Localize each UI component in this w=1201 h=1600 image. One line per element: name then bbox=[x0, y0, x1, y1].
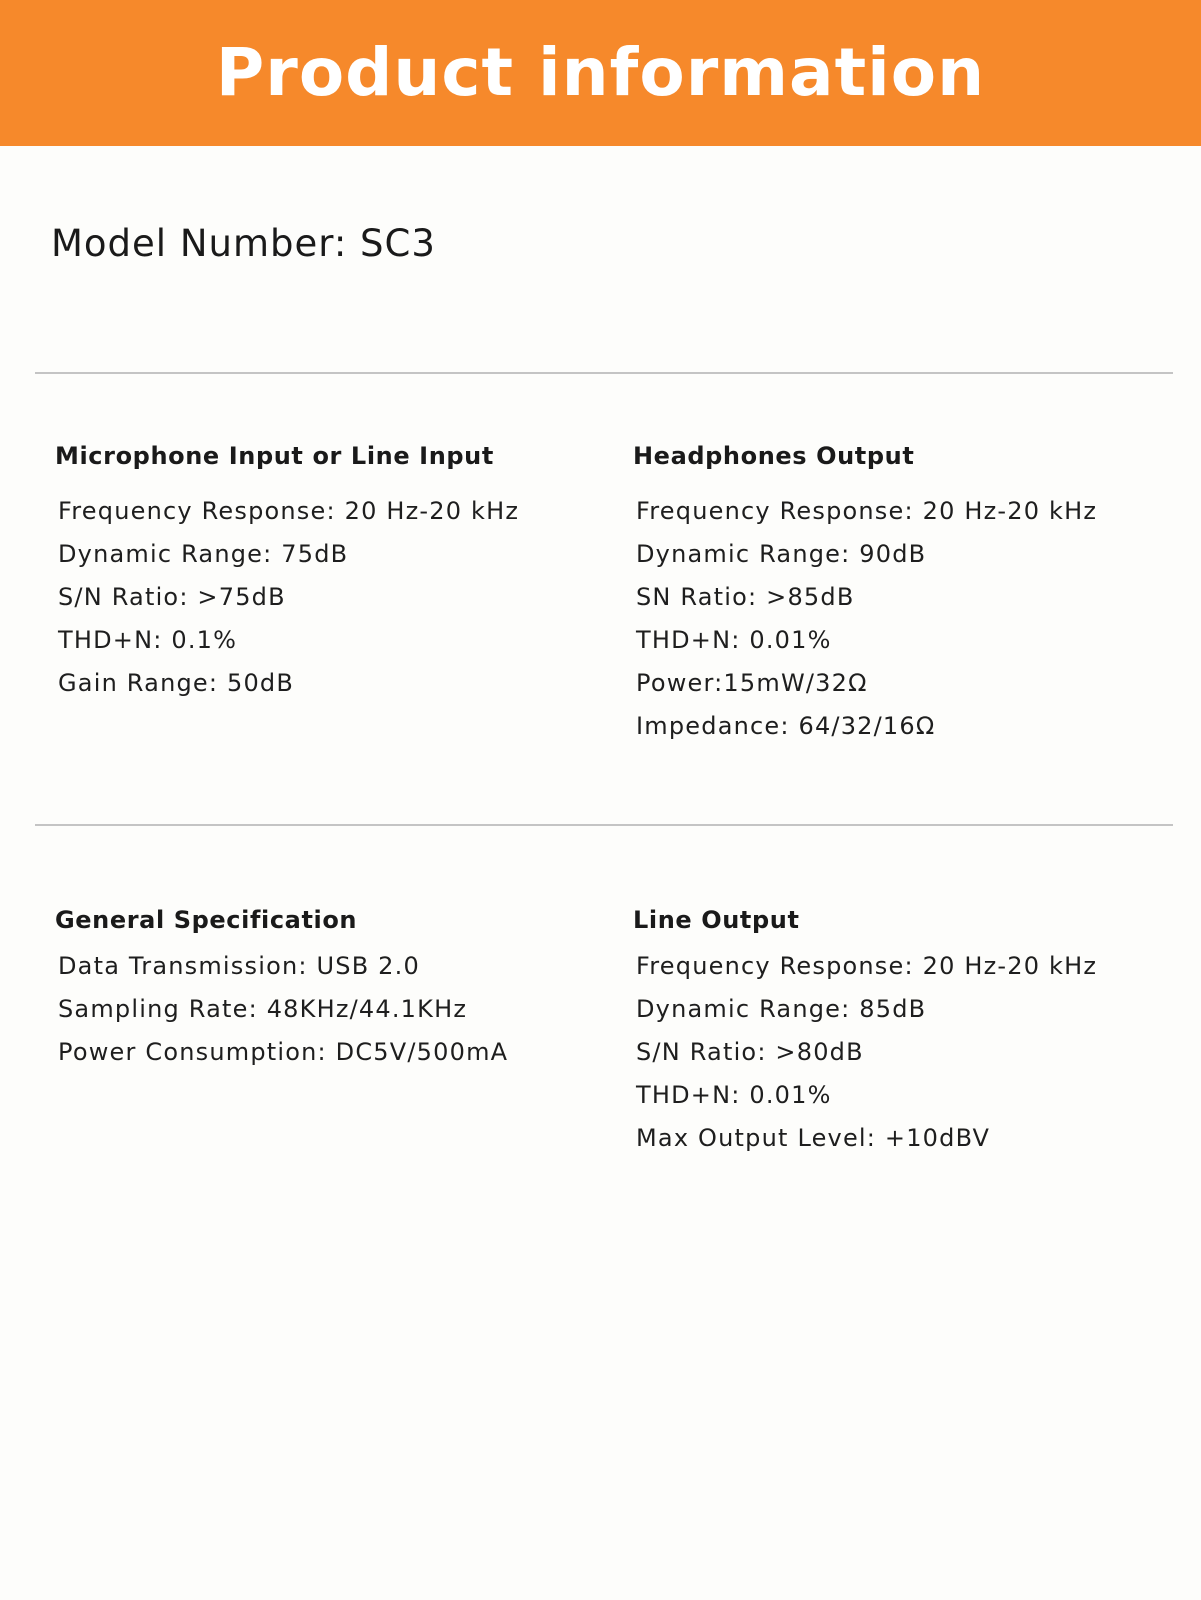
section-mic-input bbox=[55, 442, 595, 705]
spec-item: Frequency Response: 20 Hz-20 kHz bbox=[58, 497, 520, 525]
divider-top bbox=[35, 372, 1173, 374]
spec-item: Max Output Level: +10dBV bbox=[636, 1124, 991, 1152]
spec-item: Data Transmission: USB 2.0 bbox=[58, 952, 420, 980]
spec-item: Dynamic Range: 85dB bbox=[636, 995, 927, 1023]
divider-middle bbox=[35, 824, 1173, 826]
section-line-output bbox=[633, 906, 1173, 1160]
spec-item: Frequency Response: 20 Hz-20 kHz bbox=[636, 952, 1098, 980]
spec-item: S/N Ratio: >80dB bbox=[636, 1038, 864, 1066]
section-title: Microphone Input or Line Input bbox=[55, 442, 494, 470]
spec-item: Impedance: 64/32/16Ω bbox=[636, 712, 936, 740]
spec-item: Gain Range: 50dB bbox=[58, 669, 295, 697]
spec-item: THD+N: 0.01% bbox=[636, 626, 832, 654]
spec-item: SN Ratio: >85dB bbox=[636, 583, 855, 611]
spec-item: Power:15mW/32Ω bbox=[636, 669, 868, 697]
spec-item: Power Consumption: DC5V/500mA bbox=[58, 1038, 509, 1066]
spec-list bbox=[55, 945, 595, 1074]
header-banner bbox=[0, 0, 1201, 146]
section-headphones-output bbox=[633, 442, 1173, 748]
spec-item: Dynamic Range: 75dB bbox=[58, 540, 349, 568]
spec-item: Frequency Response: 20 Hz-20 kHz bbox=[636, 497, 1098, 525]
section-title: General Specification bbox=[55, 906, 358, 934]
spec-list bbox=[633, 945, 1173, 1160]
spec-item: THD+N: 0.01% bbox=[636, 1081, 832, 1109]
spec-item: THD+N: 0.1% bbox=[58, 626, 238, 654]
spec-item: S/N Ratio: >75dB bbox=[58, 583, 286, 611]
section-title: Line Output bbox=[633, 906, 800, 934]
section-title: Headphones Output bbox=[633, 442, 915, 470]
spec-item: Dynamic Range: 90dB bbox=[636, 540, 927, 568]
model-number: Model Number: SC3 bbox=[51, 222, 436, 265]
spec-list bbox=[55, 490, 595, 705]
section-general-spec bbox=[55, 906, 595, 1074]
spec-list bbox=[633, 490, 1173, 748]
spec-item: Sampling Rate: 48KHz/44.1KHz bbox=[58, 995, 468, 1023]
page-title: Product information bbox=[215, 33, 986, 111]
